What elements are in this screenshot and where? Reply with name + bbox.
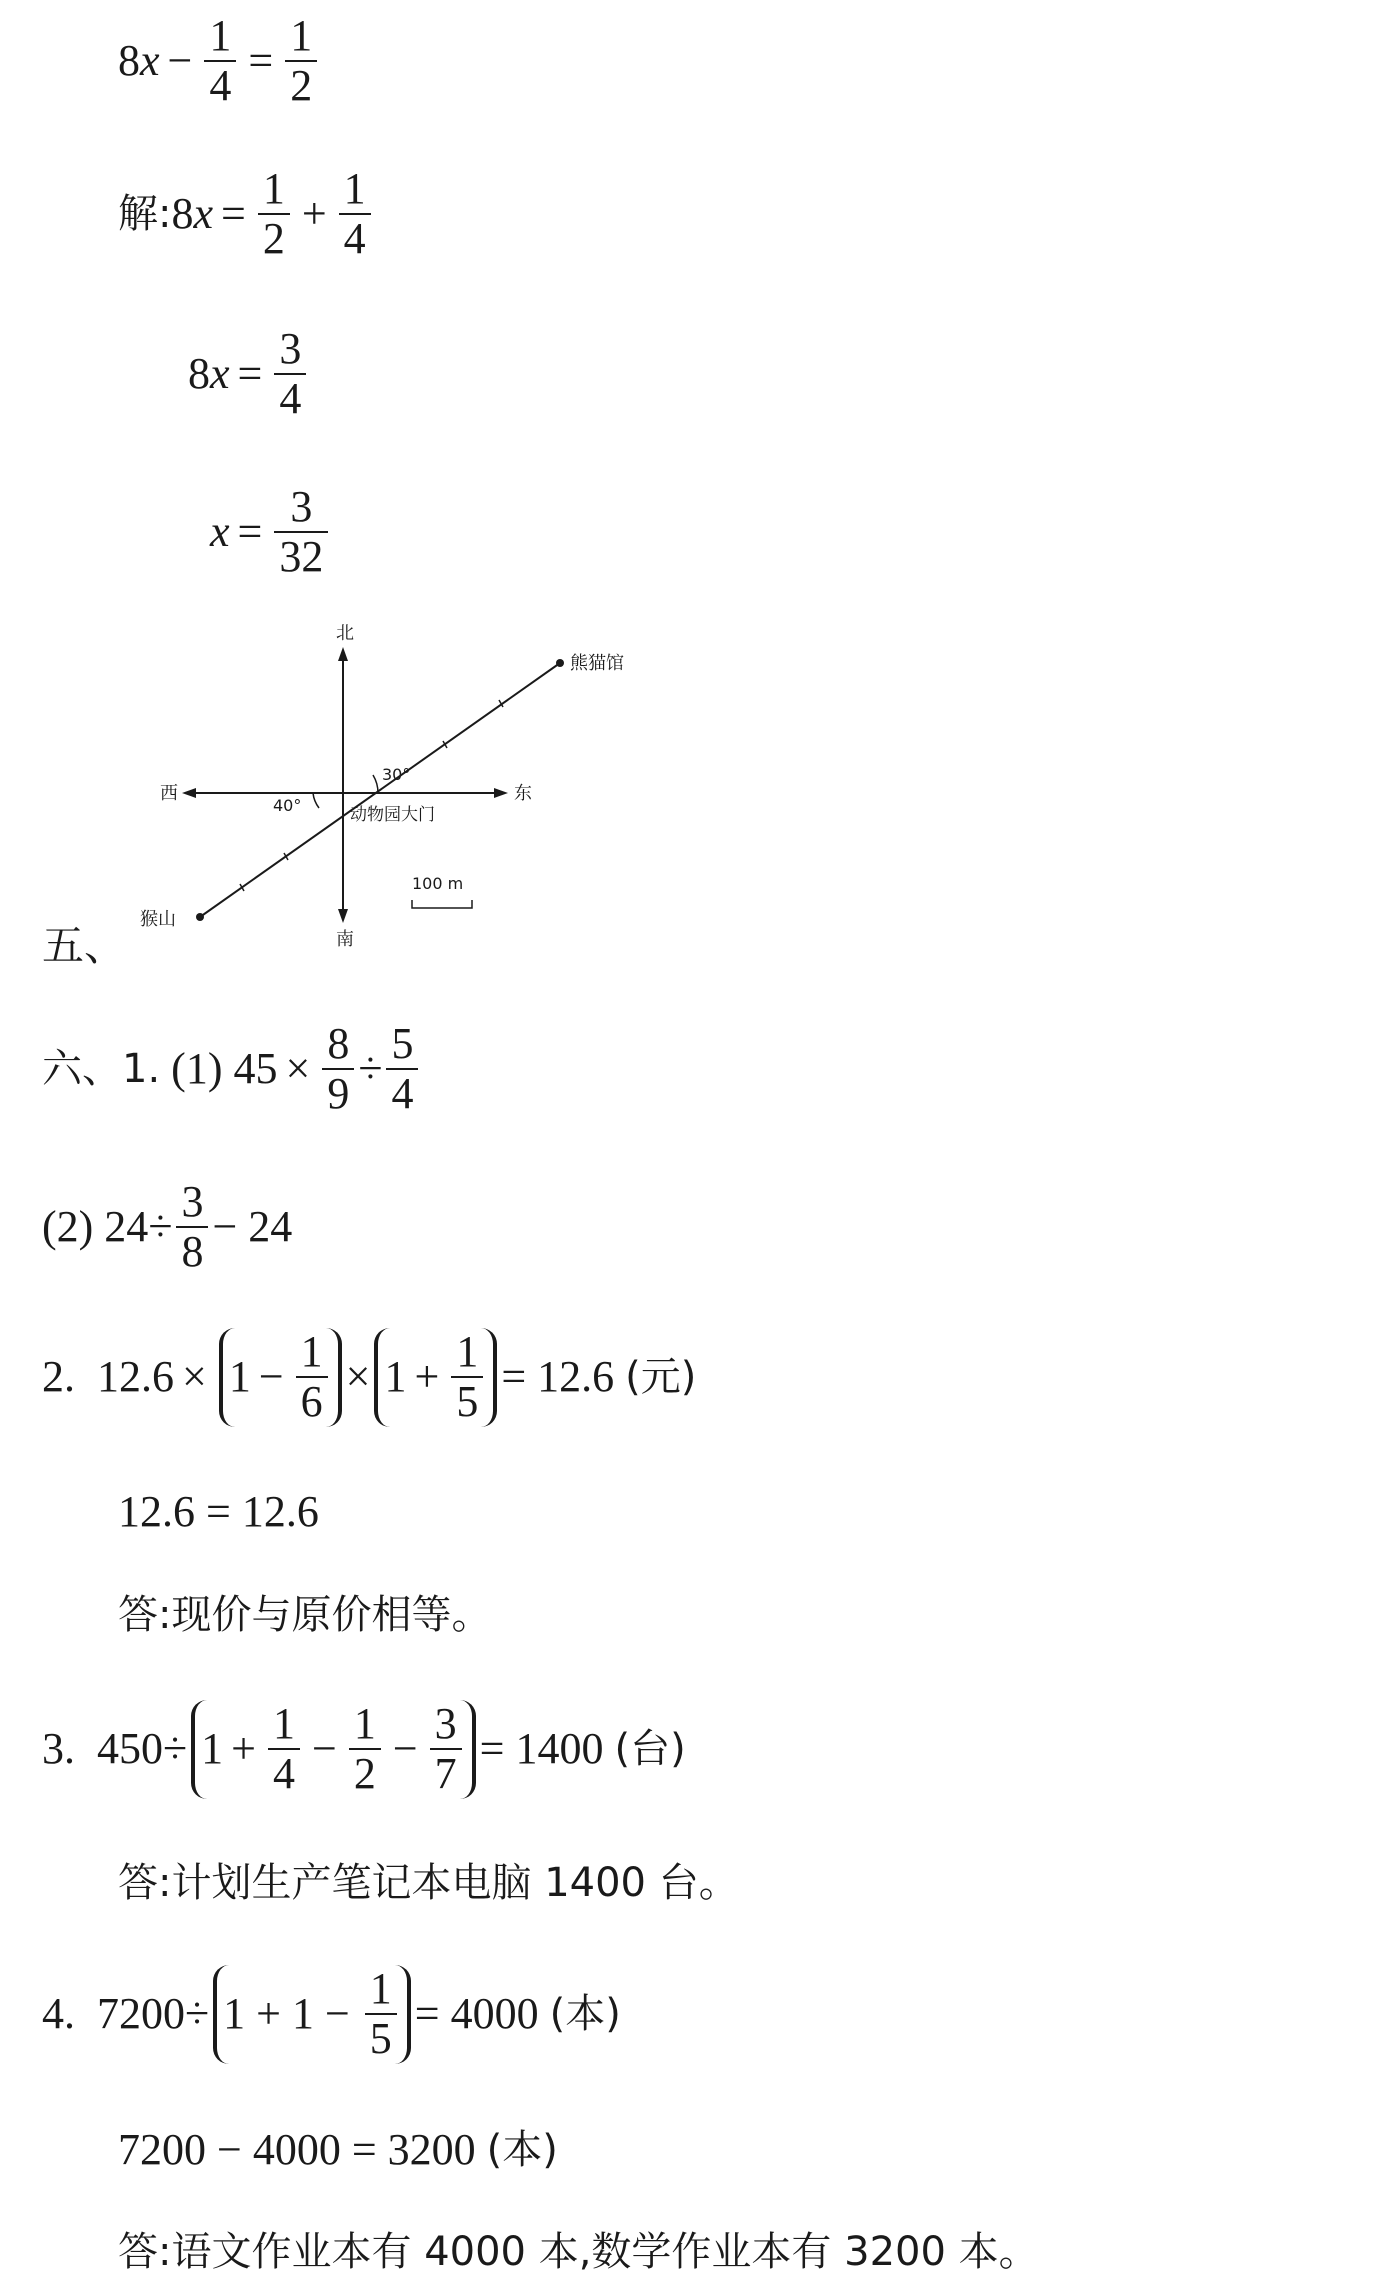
fraction: $\frac{3}{8}$ — [176, 1178, 208, 1277]
fraction: $\frac{1}{4}$ — [339, 165, 371, 264]
parenthesis-group: 1 + $\frac{1}{5}$ — [374, 1328, 497, 1427]
section-five-label: 五、 — [42, 921, 127, 970]
equation-line-3: 8 x = $\frac{3}{4}$ — [188, 325, 310, 424]
scale-bar — [412, 900, 472, 908]
fraction: $\frac{1}{2}$ — [349, 1700, 381, 1799]
north-label: 北 — [336, 623, 354, 644]
q2-equation: 2. 12.6 × 1 − $\frac{1}{6}$ × 1 + $\frac{1}{5}$ = 12.6 (元) — [42, 1327, 697, 1427]
fraction: $\frac{5}{4}$ — [386, 1020, 418, 1119]
q4-line2: 7200 − 4000 = 3200 (本) — [118, 2125, 558, 2174]
panda-house-point — [556, 659, 564, 667]
panda-house-label: 熊猫馆 — [570, 653, 624, 674]
parenthesis-group: 1 + $\frac{1}{4}$ − $\frac{1}{2}$ − $\frac{3}{7}$ — [191, 1700, 475, 1799]
fraction: $\frac{3}{7}$ — [430, 1700, 462, 1799]
q3-answer: 答:计划生产笔记本电脑 1400 台。 — [118, 1860, 739, 1906]
fraction: $\frac{8}{9}$ — [322, 1020, 354, 1119]
parenthesis-group: 1 − $\frac{1}{6}$ — [219, 1328, 342, 1427]
q4-answer: 答:语文作业本有 4000 本,数学作业本有 3200 本。 — [118, 2229, 1039, 2275]
angle-40-label: 40° — [273, 796, 302, 815]
angle-arc-30 — [373, 775, 378, 793]
zoo-direction-map — [140, 615, 660, 965]
fraction: $\frac{1}{6}$ — [296, 1328, 328, 1427]
angle-arc-40 — [313, 793, 319, 808]
route-line — [200, 663, 560, 917]
q6-1-part2: (2) 24 ÷ $\frac{3}{8}$ − 24 — [42, 1177, 293, 1277]
east-arrow-icon — [494, 788, 508, 798]
east-label: 东 — [514, 783, 532, 804]
monkey-hill-label: 猴山 — [140, 909, 176, 930]
fraction: $\frac{3}{4}$ — [274, 325, 306, 424]
equation-line-1: 8 x − $\frac{1}{4}$ = $\frac{1}{2}$ — [118, 12, 321, 111]
fraction: $\frac{1}{2}$ — [258, 165, 290, 264]
q4-equation: 4. 7200 ÷ 1 + 1 − $\frac{1}{5}$ = 4000 (本) — [42, 1964, 621, 2064]
south-label: 南 — [336, 929, 354, 950]
parenthesis-group: 1 + 1 − $\frac{1}{5}$ — [213, 1965, 411, 2064]
fraction: $\frac{1}{5}$ — [365, 1965, 397, 2064]
q3-equation: 3. 450 ÷ 1 + $\frac{1}{4}$ − $\frac{1}{2}$ − $\frac{3}{7}$ = 1400 (台) — [42, 1699, 686, 1799]
monkey-hill-point — [196, 913, 204, 921]
equation-line-2: 解: 8 x = $\frac{1}{2}$ + $\frac{1}{4}$ — [118, 165, 375, 264]
west-arrow-icon — [182, 788, 196, 798]
fraction: $\frac{1}{4}$ — [268, 1700, 300, 1799]
north-arrow-icon — [338, 647, 348, 661]
q2-line2: 12.6 = 12.6 — [118, 1487, 319, 1536]
south-arrow-icon — [338, 909, 348, 923]
equation-line-4: x = $\frac{3}{32}$ — [210, 483, 332, 582]
scale-label: 100 m — [412, 874, 464, 893]
fraction: $\frac{3}{32}$ — [274, 483, 328, 582]
fraction: $\frac{1}{4}$ — [204, 12, 236, 111]
q2-answer: 答:现价与原价相等。 — [118, 1592, 492, 1638]
angle-30-label: 30° — [382, 765, 411, 784]
q6-1-part1: 六、1. (1) 45 × $\frac{8}{9}$ ÷ $\frac{5}{4}$ — [42, 1020, 422, 1119]
west-label: 西 — [160, 783, 178, 804]
fraction: $\frac{1}{2}$ — [285, 12, 317, 111]
fraction: $\frac{1}{5}$ — [451, 1328, 483, 1427]
gate-label: 动物园大门 — [350, 805, 435, 825]
